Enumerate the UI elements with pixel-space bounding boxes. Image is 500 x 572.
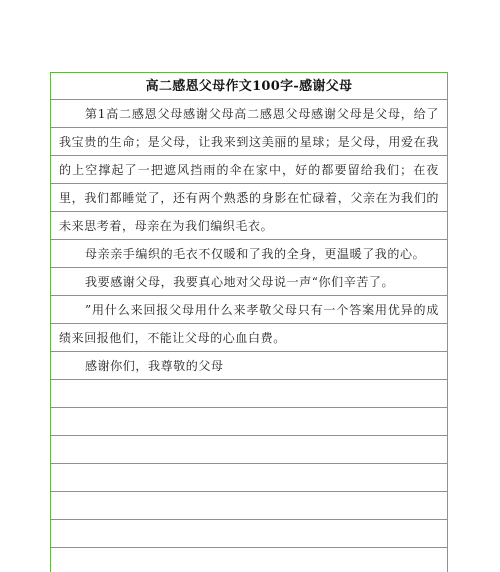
paragraph: ”用什么来回报父母用什么来孝敬父母只有一个答案用优异的成绩来回报他们，不能让父母的心血白费。 xyxy=(59,303,439,345)
paragraph: 第1高二感恩父母感谢父母高二感恩父母感谢父母是父母，给了我宝贵的生命；是父母，让我来到这美丽的星球；是父母，用爱在我的上空撑起了一把遮风挡雨的伞在家中，好的都要留给我们；在夜里，我们都睡觉了，还有两个熟悉的身影在忙碌着，父亲在为我们的未来思考着，母亲在为我们编织毛衣。 xyxy=(59,107,439,233)
paragraph: 我要感谢父母，我要真心地对父母说一声“你们辛苦了。 xyxy=(85,275,395,289)
paragraph: 母亲亲手编织的毛衣不仅暖和了我的全身，更温暖了我的心。 xyxy=(85,247,426,261)
document-body xyxy=(59,100,439,380)
document-title: 高二感恩父母作文100字-感谢父母 xyxy=(145,79,353,94)
paragraph: 感谢你们，我尊敬的父母 xyxy=(85,359,224,373)
lined-paper xyxy=(50,72,448,572)
